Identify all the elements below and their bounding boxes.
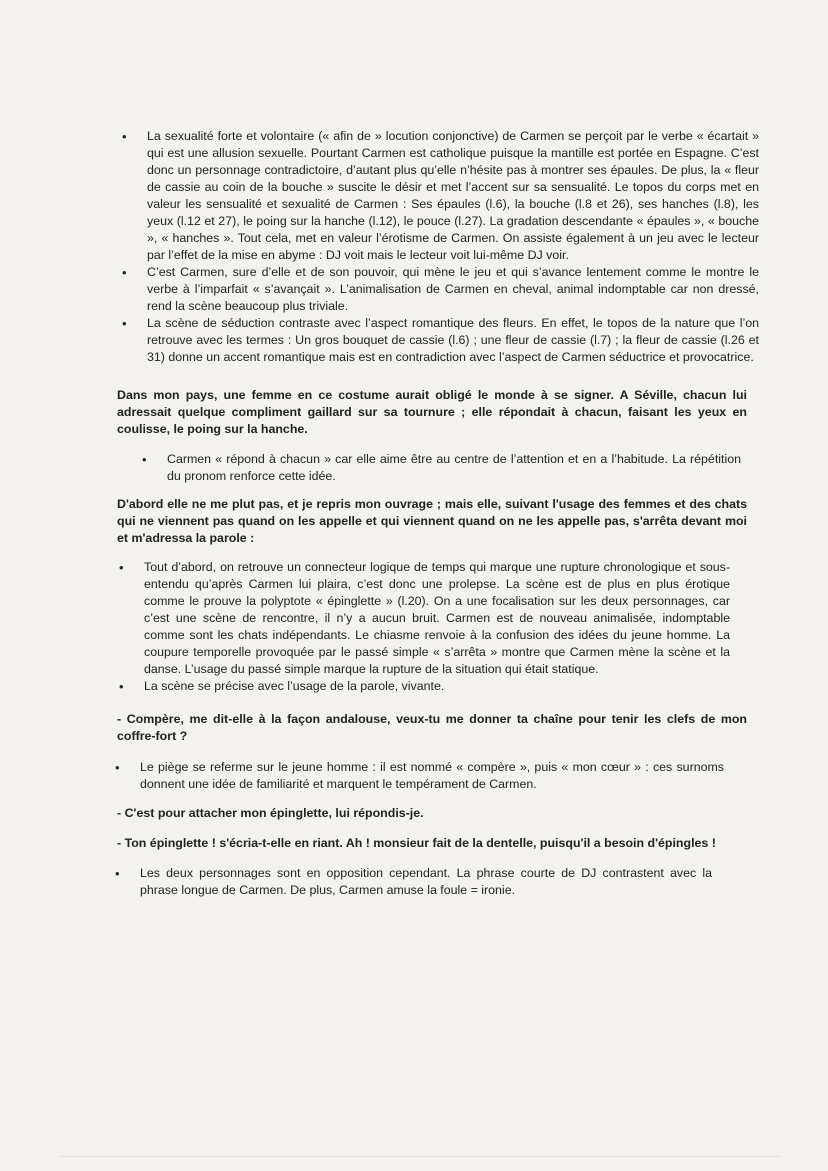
bullet-seduction: • La scène de séduction contraste avec l’aspect romantique des fleurs. En effet, le topos de la nature que l’on retrouve avec les termes : Un gros bouquet de cassie (l.6) ; une fleur de cassie (l.7) ; la fleur de cassie (l.26 et 31) donne un accent romantique mais est en contradiction avec l’aspect de Carmen séductrice et provocatrice. xyxy=(147,315,759,366)
bullet-repond: • Carmen « répond à chacun » car elle aime être au centre de l’attention et en a l’habitude. La répétition du pronom renforce cette idée. xyxy=(167,451,741,485)
bullet-connecteur: • Tout d’abord, on retrouve un connecteur logique de temps qui marque une rupture chronologique et sous-entendu qu’après Carmen lui plaira, c’est donc une prolepse. La scène est de plus en plus érotique comme le prouve la polyptote « épinglette » (l.20). On a une focalisation sur les deux personnages, car c’est une scène de rencontre, il n’y a aucun bruit. Carmen est de nouveau animalisée, indomptable comme sont les chats indépendants. Le chiasme renvoie à la confusion des idées du jeune homme. La coupure temporelle provoquée par le passé simple « s’arrêta » montre que Carmen mène la scène et la danse. L’usage du passé simple marque la rupture de la situation qui était statique. xyxy=(144,559,730,678)
analysis-list-3 xyxy=(144,559,730,695)
quote-epinglette: - Ton épinglette ! s'écria-t-elle en riant. Ah ! monsieur fait de la dentelle, puisqu'il a besoin d'épingles ! xyxy=(117,835,716,850)
bullet-piege: • Le piège se referme sur le jeune homme : il est nommé « compère », puis « mon cœur » : ces surnoms donnent une idée de familiarité et marquent le tempérament de Carmen. xyxy=(140,759,724,793)
quote-dabord: D'abord elle ne me plut pas, et je repris mon ouvrage ; mais elle, suivant l'usage des femmes et des chats qui ne viennent pas quand on les appelle et qui viennent quand on ne les appelle pas, s'arrêta devant moi et m'adressa la parole : xyxy=(117,497,747,545)
analysis-list-2 xyxy=(167,451,741,485)
analysis-list-5 xyxy=(140,865,712,899)
bullet-sexualite: • La sexualité forte et volontaire (« afin de » locution conjonctive) de Carmen se perçoit par le verbe « écartait » qui est une allusion sexuelle. Pourtant Carmen est catholique puisque la mantille est portée en Espagne. C’est donc un personnage contradictoire, d’autant plus qu’elle n’hésite pas à montrer ses épaules. De plus, la « fleur de cassie au coin de la bouche » suscite le désir et met l’accent sur sa sensualité. Le topos du corps met en valeur les sensualité et sexualité de Carmen : Ses épaules (l.6), la bouche (l.8 et 26), ses hanches (l.8), les yeux (l.12 et 27), le poing sur la hanche (l.12), le pouce (l.27). La gradation descendante « épaules », « bouche », « hanches ». Tout cela, met en valeur l’érotisme de Carmen. On assiste également à un jeu avec le lecteur par l’effet de la mise en abyme : DJ voit mais le lecteur voit lui-même DJ voir. xyxy=(147,128,759,264)
quote-attacher: - C'est pour attacher mon épinglette, lui répondis-je. xyxy=(117,806,424,821)
document-body xyxy=(0,128,828,899)
bullet-pouvoir: • C’est Carmen, sure d’elle et de son pouvoir, qui mène le jeu et qui s’avance lentement comme le montre le verbe à l’imparfait « s’avançait ». L’animalisation de Carmen en cheval, animal indomptable car non dressé, rend la scène beaucoup plus triviale. xyxy=(147,264,759,315)
bullet-parole: • La scène se précise avec l’usage de la parole, vivante. xyxy=(144,678,730,695)
quote-compere: - Compère, me dit-elle à la façon andalouse, veux-tu me donner ta chaîne pour tenir les clefs de mon coffre-fort ? xyxy=(117,712,747,744)
page-bottom-line xyxy=(60,1156,780,1157)
analysis-list-1 xyxy=(147,128,759,366)
bullet-opposition: • Les deux personnages sont en opposition cependant. La phrase courte de DJ contrastent avec la phrase longue de Carmen. De plus, Carmen amuse la foule = ironie. xyxy=(140,865,712,899)
analysis-list-4 xyxy=(140,759,724,793)
quote-dans-mon-pays: Dans mon pays, une femme en ce costume aurait obligé le monde à se signer. A Séville, chacun lui adressait quelque compliment gaillard sur sa tournure ; elle répondait à chacun, faisant les yeux en coulisse, le poing sur la hanche. xyxy=(117,388,747,436)
